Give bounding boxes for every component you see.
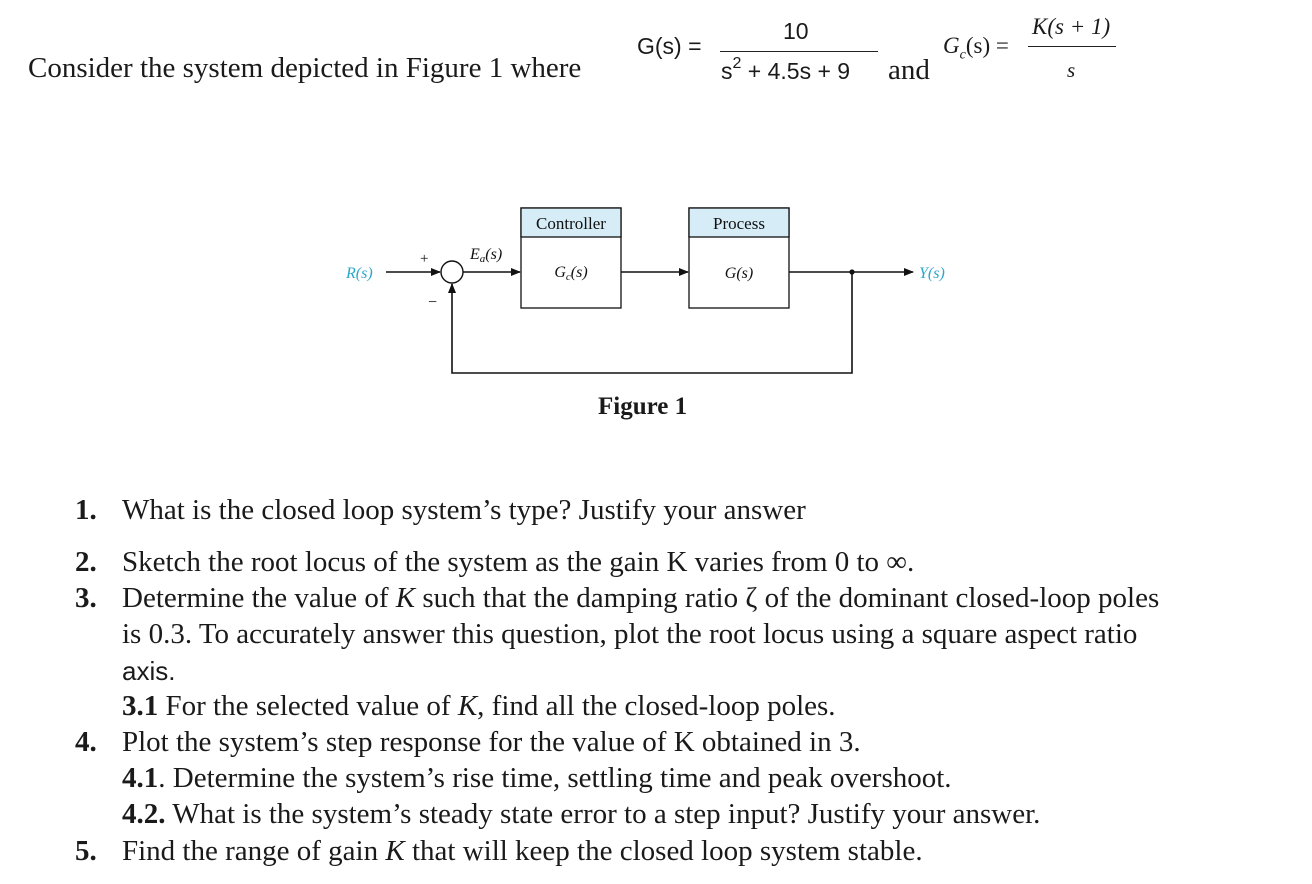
question-2: 2.: [75, 546, 97, 578]
question-4-text: Plot the system’s step response for the value of K obtained in 3.: [122, 726, 861, 758]
question-1: 1.: [75, 494, 97, 526]
input-label: R(s): [346, 265, 373, 282]
output-label: Y(s): [919, 265, 945, 282]
question-1-text: What is the closed loop system’s type? Justify your answer: [122, 494, 806, 526]
gc-fraction-bar: [1028, 46, 1116, 47]
summing-junction: [441, 261, 463, 283]
gc-denominator: s: [1067, 58, 1076, 82]
process-tf: G(s): [724, 265, 754, 282]
g-numerator: 10: [783, 18, 809, 44]
gc-numerator: K(s + 1): [1032, 14, 1111, 39]
controller-tf: Gc(s): [554, 264, 588, 283]
question-5: 5.: [75, 835, 97, 867]
question-3-line-1: Determine the value of K such that the damping ratio ζ of the dominant closed-loop poles: [122, 582, 1160, 614]
question-4-2: 4.2. What is the system’s steady state error to a step input? Justify your answer.: [122, 798, 1041, 830]
question-3-1: 3.1 For the selected value of K, find all the closed-loop poles.: [122, 690, 836, 722]
and-word: and: [888, 54, 930, 86]
feedback-path: [452, 272, 852, 373]
gc-label: $G_c(s)$ =: [943, 33, 1009, 63]
question-3: 3.: [75, 582, 97, 614]
figure-caption: Figure 1: [598, 393, 688, 420]
process-title: Process: [713, 214, 765, 233]
g-denominator: $s^2 + 4.5s + 9$: [721, 55, 851, 84]
question-2-text: Sketch the root locus of the system as the gain K varies from 0 to ∞.: [122, 546, 915, 578]
minus-sign: −: [428, 294, 438, 311]
g-fraction-bar: [720, 51, 878, 52]
error-label: Ea(s): [470, 246, 503, 265]
question-3-line-2: is 0.3. To accurately answer this question, plot the root locus using a square aspect ratio: [122, 618, 1138, 650]
question-4: 4.: [75, 726, 97, 758]
g-label: G(s) =: [637, 33, 702, 59]
intro-text: Consider the system depicted in Figure 1 where: [28, 52, 582, 84]
question-5-text: Find the range of gain K that will keep the closed loop system stable.: [122, 835, 923, 867]
controller-title: Controller: [536, 214, 606, 233]
question-3-line-3: axis.: [122, 656, 176, 686]
plus-sign: +: [420, 251, 429, 267]
block-diagram: [330, 195, 970, 385]
question-4-1: 4.1. Determine the system’s rise time, settling time and peak overshoot.: [122, 762, 952, 794]
